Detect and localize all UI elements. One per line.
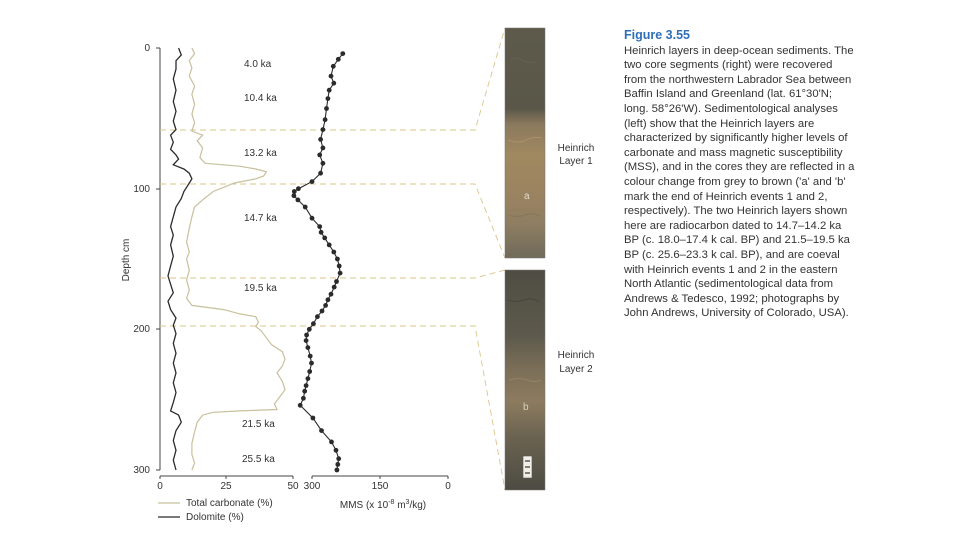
mms-data-point — [334, 448, 339, 453]
legend-dolomite: Dolomite (%) — [186, 512, 244, 523]
mms-line — [294, 54, 343, 470]
mms-data-point — [310, 179, 315, 184]
mms-data-point — [323, 117, 328, 122]
mms-data-point — [321, 146, 326, 151]
mms-data-point — [326, 297, 331, 302]
mms-data-point — [311, 321, 316, 326]
mms-data-point — [332, 285, 337, 290]
mms-data-point — [319, 428, 324, 433]
mms-tick-150: 150 — [371, 481, 389, 492]
mms-points — [292, 51, 346, 472]
mms-data-point — [327, 88, 332, 93]
mms-data-point — [317, 224, 322, 229]
depth-tick-0: 0 — [144, 43, 150, 54]
carbonate-x-axis — [157, 476, 299, 492]
mms-data-point — [331, 64, 336, 69]
mms-data-point — [304, 333, 309, 338]
mms-data-point — [301, 396, 306, 401]
mms-data-point — [303, 205, 308, 210]
depth-axis-label: Depth cm — [121, 238, 132, 282]
mms-data-point — [292, 189, 297, 194]
mms-data-point — [307, 369, 312, 374]
mms-data-point — [310, 216, 315, 221]
mms-data-point — [319, 230, 324, 235]
depth-tick-100: 100 — [133, 184, 150, 195]
mms-data-point — [334, 279, 339, 284]
mms-data-point — [292, 193, 297, 198]
mms-data-point — [317, 153, 322, 158]
mms-data-point — [298, 403, 303, 408]
carbonate-line — [187, 48, 285, 470]
carbonate-tick-50: 50 — [287, 481, 299, 492]
age-label: 13.2 ka — [244, 148, 277, 159]
legend-carbonate: Total carbonate (%) — [186, 498, 273, 509]
mms-data-point — [321, 161, 326, 166]
depth-axis — [121, 43, 160, 476]
marker-a: a — [524, 191, 530, 202]
mms-data-point — [335, 468, 340, 473]
age-label: 19.5 ka — [244, 283, 277, 294]
age-label: 21.5 ka — [242, 419, 275, 430]
mms-data-point — [329, 440, 334, 445]
mms-data-point — [336, 57, 341, 62]
mms-data-point — [308, 354, 313, 359]
mms-data-point — [337, 264, 342, 269]
mms-data-point — [323, 303, 328, 308]
mms-data-point — [309, 361, 314, 366]
dolomite-line — [168, 48, 192, 470]
mms-data-point — [336, 456, 341, 461]
depth-tick-200: 200 — [133, 324, 150, 335]
mms-data-point — [331, 250, 336, 255]
mms-data-point — [322, 236, 327, 241]
age-label: 10.4 ka — [244, 93, 277, 104]
mms-data-point — [307, 327, 312, 332]
carbonate-tick-25: 25 — [220, 481, 232, 492]
age-label: 14.7 ka — [244, 213, 277, 224]
mms-data-point — [326, 96, 331, 101]
mms-tick-0: 0 — [445, 481, 451, 492]
mms-data-point — [311, 416, 316, 421]
figure-caption-text: Heinrich layers in deep-ocean sediments. The two core segments (right) were recovered from the northwestern Labrador Sea between Baffin Island and Greenland (lat. 61°30'N; long. 58°26'W). Sedimentological analyses (left) show that the Heinrich layers are characterized by significantly higher levels of carbonate and mass magnetic susceptibility (MSS), and in the cores they are reflected in a colour change from grey to brown ('a' and 'b' mark the end of Heinrich events 1 and 2, respectively). The two Heinrich layers shown here are radiocarbon dated to 14.7–14.2 ka BP (c. 18.0–17.4 k cal. BP) and 21.5–19.5 ka BP (c. 25.6–23.3 k cal. BP), and are coeval with Heinrich events 1 and 2 in the eastern North Atlantic (sedimentological data from Andrews & Tedesco, 1992; photographs by John Andrews, University of Colorado, USA). — [624, 44, 855, 320]
mms-data-point — [338, 271, 343, 276]
mms-data-point — [329, 292, 334, 297]
mms-data-point — [296, 198, 301, 203]
mms-data-point — [320, 309, 325, 314]
mms-data-point — [324, 106, 329, 111]
mms-data-point — [315, 314, 320, 319]
heinrich-layer-2-label — [558, 350, 595, 375]
mms-data-point — [327, 243, 332, 248]
carbonate-tick-0: 0 — [157, 481, 163, 492]
mms-data-point — [335, 462, 340, 467]
mms-data-point — [304, 338, 309, 343]
mms-data-point — [318, 171, 323, 176]
mms-data-point — [340, 51, 345, 56]
mms-data-point — [296, 186, 301, 191]
mms-tick-300: 300 — [303, 481, 321, 492]
mms-data-point — [331, 81, 336, 86]
mms-data-point — [318, 137, 323, 142]
mms-data-point — [321, 127, 326, 132]
mms-data-point — [302, 389, 307, 394]
mms-x-axis — [304, 476, 452, 511]
heinrich-layer-1-label — [558, 143, 595, 167]
legend — [158, 498, 273, 523]
core-segment-2 — [505, 270, 545, 490]
heinrich-2-line-1: Heinrich — [557, 350, 595, 361]
core-segment-1 — [505, 28, 545, 258]
heinrich-boundaries — [160, 28, 505, 490]
heinrich-1-line-2: Layer 1 — [559, 156, 593, 167]
depth-tick-300: 300 — [133, 465, 150, 476]
heinrich-1-line-1: Heinrich — [557, 143, 595, 154]
marker-b: b — [523, 402, 529, 413]
mms-axis-label: MMS (x $10^{-8}$ $m^3/kg$) — [339, 499, 427, 511]
mms-data-point — [304, 383, 309, 388]
figure-caption — [624, 28, 856, 321]
age-labels — [242, 59, 277, 465]
age-label: 25.5 ka — [242, 454, 275, 465]
mms-data-point — [329, 74, 334, 79]
age-label: 4.0 ka — [244, 59, 272, 70]
mms-data-point — [306, 345, 311, 350]
mms-data-point — [306, 376, 311, 381]
figure-title: Figure 3.55 — [624, 28, 690, 42]
mms-data-point — [335, 257, 340, 262]
heinrich-2-line-2: Layer 2 — [559, 364, 593, 375]
